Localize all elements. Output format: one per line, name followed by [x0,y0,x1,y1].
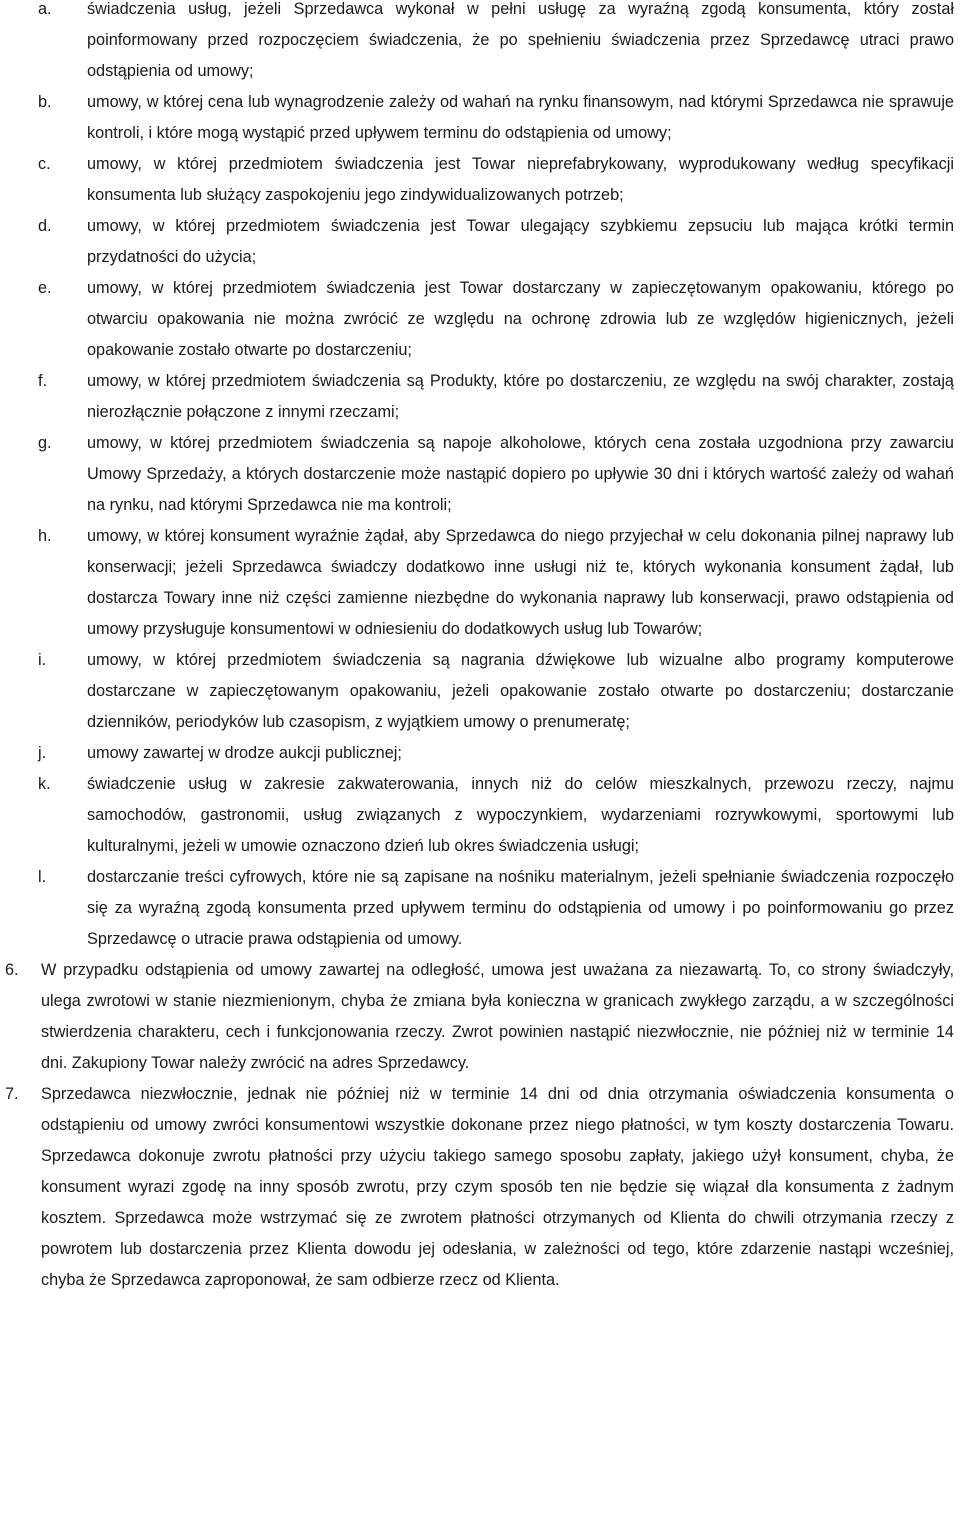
list-item-text: świadczenie usług w zakresie zakwaterowania, innych niż do celów mieszkalnych, przewozu rzeczy, najmu samochodów, gastronomii, usług związanych z wypoczynkiem, wydarzeniami rozrywkowymi, sportowymi lub kulturalnymi, jeżeli w umowie oznaczono dzień lub okres świadczenia usługi; [87,775,954,855]
list-item [0,645,960,738]
list-item-text: umowy, w której przedmiotem świadczenia jest Towar dostarczany w zapieczętowanym opakowaniu, którego po otwarciu opakowania nie można zwrócić ze względu na ochronę zdrowia lub ze względów higienicznych, jeżeli opakowanie zostało otwarte po dostarczeniu; [87,279,954,359]
paragraph-text: Sprzedawca niezwłocznie, jednak nie później niż w terminie 14 dni od dnia otrzymania oświadczenia konsumenta o odstąpieniu od umowy zwróci konsumentowi wszystkie dokonane przez niego płatności, w tym koszty dostarczenia Towaru. Sprzedawca dokonuje zwrotu płatności przy użyciu takiego samego sposobu zapłaty, jakiego użył konsument, chyba, że konsument wyrazi zgodę na inny sposób zwrotu, przy czym sposób ten nie będzie się wiązał dla konsumenta z żadnym kosztem. Sprzedawca może wstrzymać się ze zwrotem płatności otrzymanych od Klienta do chwili otrzymania rzeczy z powrotem lub dostarczenia przez Klienta dowodu jej odesłania, w zależności od tego, które zdarzenie nastąpi wcześniej, chyba że Sprzedawca zaproponował, że sam odbierze rzecz od Klienta. [41,1085,954,1289]
list-item-text: umowy, w której przedmiotem świadczenia jest Towar nieprefabrykowany, wyprodukowany według specyfikacji konsumenta lub służący zaspokojeniu jego zindywidualizowanych potrzeb; [87,155,954,204]
list-marker: h. [38,527,52,545]
list-marker: d. [38,217,52,235]
list-marker: b. [38,93,52,111]
list-item [0,273,960,366]
list-marker: g. [38,434,52,452]
list-item-text: umowy, w której przedmiotem świadczenia są Produkty, które po dostarczeniu, ze względu na swój charakter, zostają nierozłącznie połączone z innymi rzeczami; [87,372,954,421]
list-item-text: umowy, w której przedmiotem świadczenia są nagrania dźwiękowe lub wizualne albo programy komputerowe dostarczane w zapieczętowanym opakowaniu, jeżeli opakowanie zostało otwarte po dostarczeniu; dostarczanie dzienników, periodyków lub czasopism, z wyjątkiem umowy o prenumeratę; [87,651,954,731]
list-item [0,366,960,428]
paragraph-text: W przypadku odstąpienia od umowy zawartej na odległość, umowa jest uważana za niezawartą. To, co strony świadczyły, ulega zwrotowi w stanie niezmienionym, chyba że zmiana była konieczna w granicach zwykłego zarządu, a w szczególności stwierdzenia charakteru, cech i funkcjonowania rzeczy. Zwrot powinien nastąpić niezwłocznie, nie później niż w terminie 14 dni. Zakupiony Towar należy zwrócić na adres Sprzedawcy. [41,961,954,1072]
list-item-text: umowy, w której cena lub wynagrodzenie zależy od wahań na rynku finansowym, nad którymi Sprzedawca nie sprawuje kontroli, i które mogą wystąpić przed upływem terminu do odstąpienia od umowy; [87,93,954,142]
list-item-text: umowy, w której przedmiotem świadczenia są napoje alkoholowe, których cena została uzgodniona przy zawarciu Umowy Sprzedaży, a których dostarczenie może nastąpić dopiero po upływie 30 dni i których wartość zależy od wahań na rynku, nad którymi Sprzedawca nie ma kontroli; [87,434,954,514]
list-item [0,769,960,862]
list-marker: e. [38,279,52,297]
list-item-text: umowy zawartej w drodze aukcji publicznej; [87,744,402,762]
list-item-text: świadczenia usług, jeżeli Sprzedawca wykonał w pełni usługę za wyraźną zgodą konsumenta, który został poinformowany przed rozpoczęciem świadczenia, że po spełnieniu świadczenia przez Sprzedawcę utraci prawo odstąpienia od umowy; [87,0,954,80]
numbered-paragraphs [0,955,960,1296]
numbered-paragraph [0,1079,960,1296]
list-item [0,0,960,87]
numbered-paragraph [0,955,960,1079]
list-marker: f. [38,372,48,390]
list-marker: a. [38,0,52,18]
list-item-text: umowy, w której przedmiotem świadczenia jest Towar ulegający szybkiemu zepsuciu lub mająca krótki termin przydatności do użycia; [87,217,954,266]
list-item [0,149,960,211]
list-marker: c. [38,155,51,173]
list-item-text: umowy, w której konsument wyraźnie żądał, aby Sprzedawca do niego przyjechał w celu dokonania pilnej naprawy lub konserwacji; jeżeli Sprzedawca świadczy dodatkowo inne usługi niż te, których wykonania konsument żądał, lub dostarcza Towary inne niż części zamienne niezbędne do wykonania naprawy lub konserwacji, prawo odstąpienia od umowy przysługuje konsumentowi w odniesieniu do dodatkowych usług lub Towarów; [87,527,954,638]
list-marker: i. [38,651,47,669]
list-marker: k. [38,775,51,793]
paragraph-number: 7. [5,1085,19,1103]
list-item [0,87,960,149]
list-item-text: dostarczanie treści cyfrowych, które nie są zapisane na nośniku materialnym, jeżeli spełnianie świadczenia rozpoczęło się za wyraźną zgodą konsumenta przed upływem terminu do odstąpienia od umowy i po poinformowaniu go przez Sprzedawcę o utracie prawa odstąpienia od umowy. [87,868,954,948]
list-item [0,738,960,769]
list-item [0,428,960,521]
list-item [0,862,960,955]
list-item [0,211,960,273]
list-marker: j. [38,744,47,762]
list-item [0,521,960,645]
list-marker: l. [38,868,47,886]
paragraph-number: 6. [5,961,19,979]
